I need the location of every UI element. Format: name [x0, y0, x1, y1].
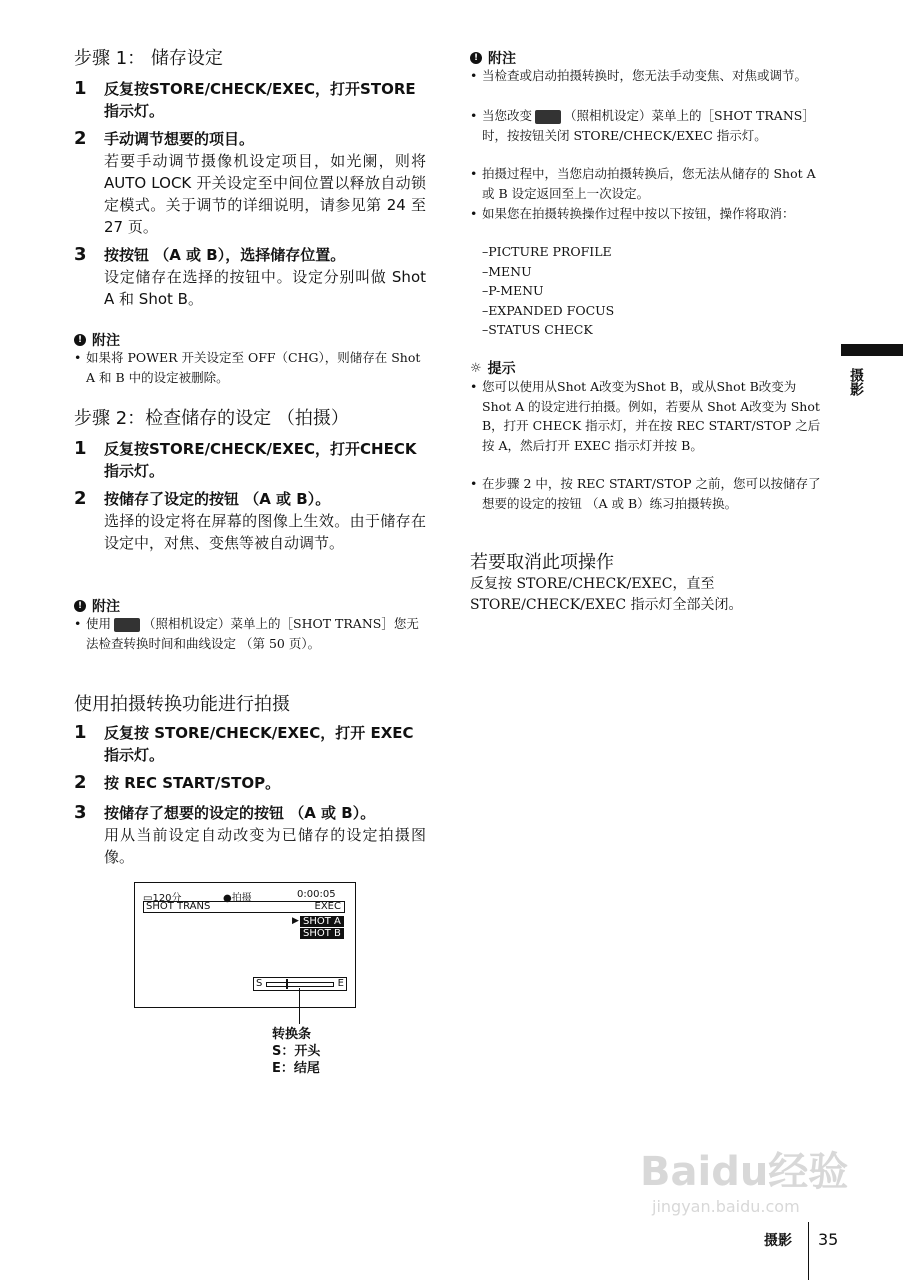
- transition-bar: [253, 977, 347, 991]
- note-text-a: 使用: [86, 616, 112, 631]
- note-text: • 如果将 POWER 开关设定至 OFF（CHG），则储存在 Shot A 和 B 中的设定被删除。: [74, 348, 426, 387]
- dash-item: –MENU: [482, 264, 532, 279]
- note-text: [74, 614, 426, 653]
- cancel-title: 若要取消此项操作: [470, 552, 614, 573]
- footer-label: 摄影: [764, 1233, 792, 1249]
- note-item: • 如果您在拍摄转换操作过程中按以下按钮，操作将取消：: [470, 204, 824, 224]
- step-title: 按按钮 （A 或 B），选择储存位置。: [104, 246, 346, 264]
- note-text-a: 当您改变: [482, 108, 533, 123]
- step-title: 反复按 STORE/CHECK/EXEC，打开 EXEC 指示灯。: [104, 724, 414, 764]
- tip-item: • 您可以使用从Shot A改变为Shot B，或从Shot B改变为 Shot A 的设定进行拍摄。例如，若要从 Shot A改变为 Shot B，打开 CHECK 指示灯，并在按 REC START/STOP 之后按 A，然后打开 EXEC 指示灯并按 B。: [470, 377, 824, 455]
- step-title: 按储存了想要的设定的按钮 （A 或 B）。: [104, 804, 376, 822]
- menu-label: SHOT TRANS: [146, 901, 211, 912]
- section-title-step2: 步骤 2：检查储存的设定 （拍摄）: [74, 408, 349, 429]
- note-icon: !: [74, 600, 86, 612]
- step-1-2: [74, 128, 426, 240]
- note-icon: !: [470, 52, 482, 64]
- note-item: • 当检查或启动拍摄转换时，您无法手动变焦、对焦或调节。: [470, 66, 824, 86]
- step-number: 2: [74, 772, 87, 793]
- caption-s: S：开头: [272, 1044, 321, 1059]
- step-title: 按 REC START/STOP。: [104, 774, 281, 792]
- menu-bar: [143, 901, 345, 913]
- chapter-tab: [841, 344, 903, 356]
- step-1-3: [74, 244, 426, 312]
- note-text-b: （照相机设定）菜单上的［SHOT TRANS］您无法检查转换时间和曲线设定 （第 50 页）。: [86, 616, 419, 651]
- step-3-1: [74, 722, 426, 766]
- note-item: [470, 106, 824, 145]
- step-number: 1: [74, 722, 87, 743]
- note-heading: [74, 596, 120, 616]
- step-number: 2: [74, 488, 87, 509]
- callout-line: [299, 988, 300, 1024]
- bar-marker: [286, 979, 288, 989]
- note-label: 附注: [488, 51, 516, 67]
- step-number: 3: [74, 244, 87, 265]
- rec-indicator: ●拍摄: [223, 893, 252, 904]
- timecode: 0:00:05: [297, 889, 336, 900]
- step-body: 若要手动调节摄像机设定项目，如光阑，则将 AUTO LOCK 开关设定至中间位置以释放自动锁定模式。关于调节的详细说明，请参见第 24 至 27 页。: [104, 152, 426, 236]
- watermark-url: jingyan.baidu.com: [652, 1197, 800, 1216]
- chapter-label: 摄影: [848, 368, 864, 396]
- caption-title: 转换条: [272, 1027, 312, 1042]
- step-title: 反复按STORE/CHECK/EXEC，打开CHECK指示灯。: [104, 440, 417, 480]
- cancel-text: 反复按 STORE/CHECK/EXEC，直至 STORE/CHECK/EXEC 指示灯全部关闭。: [470, 576, 743, 613]
- cursor-arrow-icon: ▶: [292, 916, 299, 926]
- bar-end-label: E: [337, 978, 344, 989]
- bar-start-label: S: [256, 978, 263, 989]
- note-label: 附注: [92, 599, 120, 615]
- lcd-screen-diagram: [134, 882, 356, 1008]
- note-icon: !: [74, 334, 86, 346]
- shot-a-option: SHOT A: [300, 916, 344, 927]
- tip-label: 提示: [487, 361, 516, 377]
- watermark-logo: Baidu经验: [640, 1149, 849, 1195]
- caption-e: E：结尾: [272, 1061, 320, 1076]
- note-heading: [74, 330, 120, 350]
- step-title: 按储存了设定的按钮 （A 或 B）。: [104, 490, 331, 508]
- section-title-step1: 步骤 1： 储存设定: [74, 48, 223, 69]
- tip-item: • 在步骤 2 中，按 REC START/STOP 之前，您可以按储存了想要的设定的按钮 （A 或 B）练习拍摄转换。: [470, 474, 824, 513]
- section-title-shot-trans: 使用拍摄转换功能进行拍摄: [74, 694, 290, 715]
- camera-settings-icon: [535, 110, 561, 124]
- tip-heading: [470, 358, 516, 378]
- step-number: 1: [74, 438, 87, 459]
- step-title: 反复按STORE/CHECK/EXEC，打开STORE指示灯。: [104, 80, 416, 120]
- note-item: • 拍摄过程中，当您启动拍摄转换后，您无法从储存的 Shot A 或 B 设定返回至上一次设定。: [470, 164, 824, 203]
- page-number: 35: [818, 1230, 839, 1249]
- note-text-b: （照相机设定）菜单上的［SHOT TRANS］时，按按钮关闭 STORE/CHECK/EXEC 指示灯。: [482, 108, 815, 143]
- note-label: 附注: [92, 333, 120, 349]
- step-1-1: [74, 78, 426, 122]
- step-2-2: [74, 488, 426, 578]
- step-3-3: [74, 802, 426, 868]
- dash-item: –P-MENU: [482, 283, 544, 298]
- lcd-caption: [272, 1026, 320, 1077]
- watermark: [640, 1140, 848, 1216]
- step-3-2: [74, 772, 426, 794]
- shot-b-option: SHOT B: [300, 928, 344, 939]
- step-title: 手动调节想要的项目。: [104, 130, 255, 148]
- dash-item: –EXPANDED FOCUS: [482, 303, 615, 318]
- step-body: 选择的设定将在屏幕的图像上生效。由于储存在设定中，对焦、变焦等被自动调节。: [104, 512, 426, 552]
- exec-label: EXEC: [314, 901, 341, 912]
- step-number: 2: [74, 128, 87, 149]
- step-2-1: [74, 438, 426, 482]
- camera-settings-icon: [114, 618, 140, 632]
- note-heading: [470, 48, 516, 68]
- lightbulb-icon: ☼: [470, 360, 482, 376]
- step-body: 设定储存在选择的按钮中。设定分别叫做 Shot A 和 Shot B。: [104, 268, 426, 308]
- step-number: 1: [74, 78, 87, 99]
- dash-item: –STATUS CHECK: [482, 322, 593, 337]
- dash-item: –PICTURE PROFILE: [482, 244, 612, 259]
- step-number: 3: [74, 802, 87, 823]
- step-body: 用从当前设定自动改变为已储存的设定拍摄图像。: [104, 826, 426, 866]
- footer-divider: [808, 1222, 809, 1280]
- battery-indicator: ▭120分: [143, 893, 182, 904]
- bar-track: [266, 982, 334, 987]
